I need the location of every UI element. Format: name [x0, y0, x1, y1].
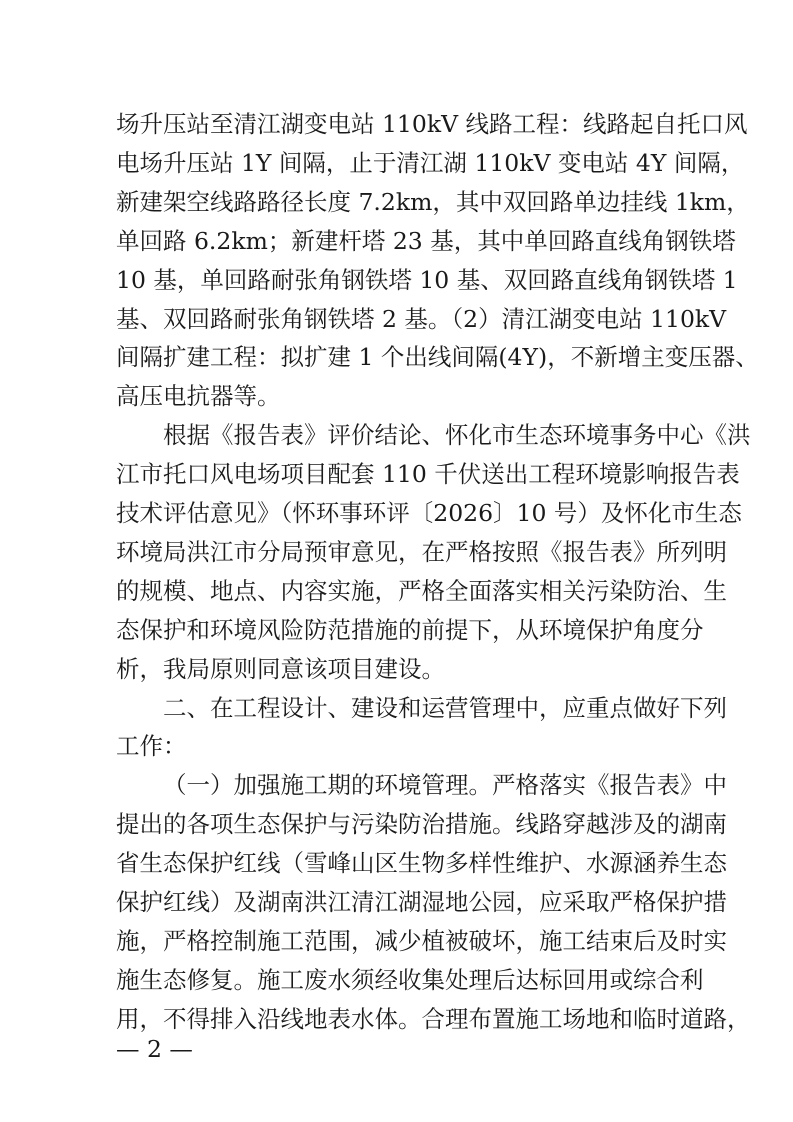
- text-line: 新建架空线路路径长度 7.2km，其中双回路单边挂线 1km，: [116, 187, 750, 216]
- text-line: 省生态保护红线（雪峰山区生物多样性维护、水源涵养生态: [116, 849, 727, 878]
- text-line: 保护红线）及湖南洪江清江湖湿地公园，应采取严格保护措: [116, 888, 727, 916]
- text-line: 环境局洪江市分局预审意见，在严格按照《报告表》所列明: [116, 537, 727, 566]
- text-line: 施，严格控制施工范围，减少植被破坏，施工结束后及时实: [116, 926, 727, 955]
- text-line: 工作：: [116, 732, 187, 761]
- text-line: 技术评估意见》（怀环事环评〔2026〕10 号）及怀化市生态: [116, 499, 742, 527]
- section-heading-line: 二、在工程设计、建设和运营管理中，应重点做好下列: [163, 693, 727, 722]
- text-line: 江市托口风电场项目配套 110 千伏送出工程环境影响报告表: [116, 460, 740, 489]
- text-line: 施生态修复。施工废水须经收集处理后达标回用或综合利: [116, 965, 704, 994]
- text-line: 场升压站至清江湖变电站 110kV 线路工程：线路起自托口风: [116, 110, 748, 138]
- text-line: 析，我局原则同意该项目建设。: [116, 654, 445, 683]
- subsection-first-line: （一）加强施工期的环境管理。严格落实《报告表》中: [163, 771, 727, 800]
- text-line: 间隔扩建工程：拟扩建 1 个出线间隔(4Y)，不新增主变压器、: [116, 343, 759, 372]
- text-line: 高压电抗器等。: [116, 382, 281, 411]
- text-line: 的规模、地点、内容实施，严格全面落实相关污染防治、生: [116, 576, 727, 605]
- text-line: 态保护和环境风险防范措施的前提下，从环境保护角度分: [116, 615, 704, 644]
- text-line: 提出的各项生态保护与污染防治措施。线路穿越涉及的湖南: [116, 810, 727, 839]
- text-line: 用，不得排入沿线地表水体。合理布置施工场地和临时道路，: [116, 1004, 751, 1033]
- text-line: 电场升压站 1Y 间隔，止于清江湖 110kV 变电站 4Y 间隔，: [116, 148, 745, 177]
- paragraph-first-line: 根据《报告表》评价结论、怀化市生态环境事务中心《洪: [163, 421, 751, 450]
- page-number: — 2 —: [116, 1035, 193, 1063]
- text-line: 单回路 6.2km；新建杆塔 23 基，其中单回路直线角钢铁塔: [116, 226, 736, 255]
- text-line: 10 基，单回路耐张角钢铁塔 10 基、双回路直线角钢铁塔 1: [116, 265, 738, 294]
- text-line: 基、双回路耐张角钢铁塔 2 基。（2）清江湖变电站 110kV: [116, 304, 727, 333]
